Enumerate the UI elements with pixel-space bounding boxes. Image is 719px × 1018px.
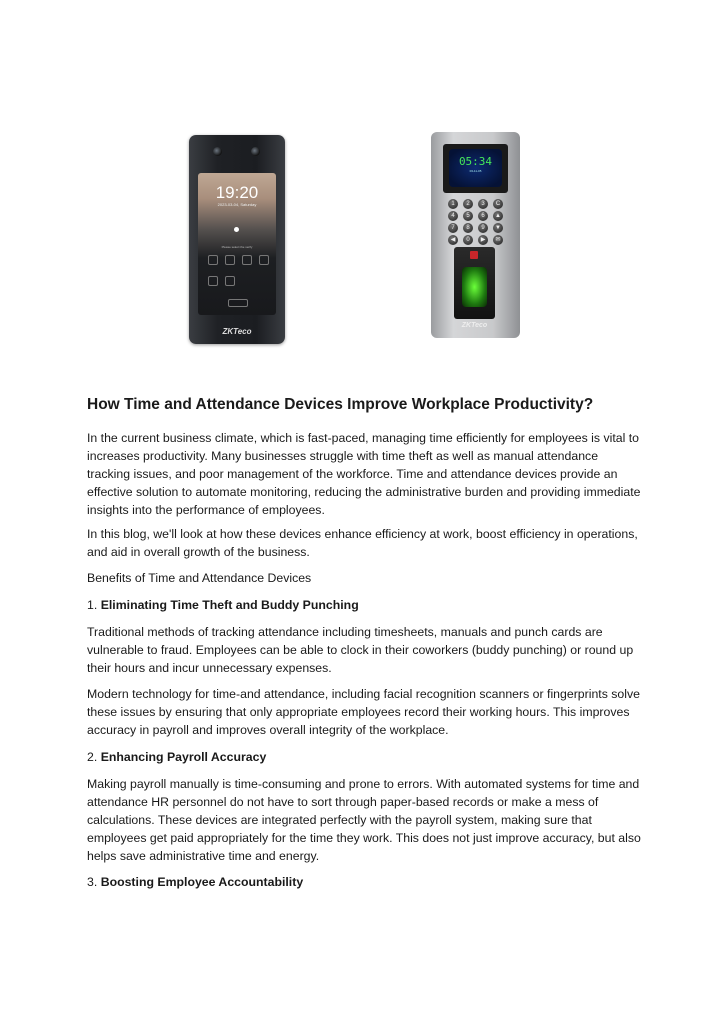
zkteco-logo: ZKTeco — [222, 327, 252, 336]
intro-paragraph: In the current business climate, which is fast-paced, managing time efficiently for employees is vital to increases productivity. Many businesses struggle with time theft as well as manual attendance tracking issues, and poor management of the workforce. Time and attendance devices provide an effective solution to automate monitoring, reducing the administrative burden and providing immediate insights into the performance of employees. — [87, 431, 641, 517]
section-1-paragraph-2: Modern technology for time-and attendance, including facial recognition scanners or fingerprints solve these issues by ensuring that only appropriate employees record their working hours. This improves accuracy in payroll and improves overall integrity of the workplace. — [87, 687, 640, 737]
ok-button-icon — [228, 299, 248, 307]
fingerprint-glow — [462, 267, 487, 307]
terminal-date: 2023-03-04, Saturday — [217, 202, 257, 207]
device-images — [0, 130, 719, 350]
keypad-key: 8 — [463, 223, 473, 233]
section-heading-2 — [87, 748, 642, 766]
keypad-key: C — [493, 199, 503, 209]
keypad-key: ▶ — [478, 235, 488, 245]
terminal-time: 19:20 — [215, 183, 259, 202]
menu-icon — [225, 255, 235, 265]
menu-icon — [225, 276, 235, 286]
section-number: 2. — [87, 750, 101, 764]
keypad-key: 5 — [463, 211, 473, 221]
menu-icon — [242, 255, 252, 265]
lcd-date: 03-11-05 — [469, 169, 482, 173]
section-heading-1 — [87, 596, 642, 614]
camera-icon — [251, 147, 260, 156]
lcd-frame — [443, 144, 508, 193]
terminal-screen — [198, 173, 276, 315]
fingerprint-terminal-image — [431, 132, 520, 338]
fingerprint-sensor — [454, 247, 495, 319]
menu-icon — [208, 255, 218, 265]
section-title: Eliminating Time Theft and Buddy Punching — [100, 598, 359, 612]
camera-icon — [213, 147, 222, 156]
face-indicator-icon — [234, 227, 239, 232]
section-number: 1. — [87, 598, 101, 612]
keypad-key: 9 — [478, 223, 488, 233]
lock-icon — [470, 251, 478, 259]
keypad-key: ✉ — [493, 235, 503, 245]
section-2-paragraph-1: Making payroll manually is time-consuming and prone to errors. With automated systems for time and attendance HR personnel do not have to sort through paper-based records or make a mess of calculations. These devices are integrated perfectly with the payroll system, making sure that employees get paid appropriately for the time they work. This does not just improve accuracy, but also helps save administrative time and energy. — [87, 777, 641, 863]
keypad-key: ◀ — [448, 235, 458, 245]
face-recognition-terminal-image — [189, 135, 285, 344]
keypad-key: ▲ — [493, 211, 503, 221]
intro-paragraph-2: In this blog, we'll look at how these devices enhance efficiency at work, boost efficiency in operations, and aid in overall growth of the business. — [87, 527, 638, 559]
section-1-paragraph-1: Traditional methods of tracking attendance including timesheets, manuals and punch cards are vulnerable to fraud. Employees can be able to clock in their coworkers (buddy punching) or round up their hours and incur unnecessary expenses. — [87, 625, 634, 675]
menu-icon — [208, 276, 218, 286]
keypad-key: 4 — [448, 211, 458, 221]
section-title: Boosting Employee Accountability — [100, 875, 304, 889]
keypad-key: 0 — [463, 235, 473, 245]
menu-icon — [259, 255, 269, 265]
keypad-key: ▼ — [493, 223, 503, 233]
keypad-key: 1 — [448, 199, 458, 209]
article-heading: How Time and Attendance Devices Improve Workplace Productivity? — [87, 396, 594, 413]
keypad-key: 7 — [448, 223, 458, 233]
keypad-key: 2 — [463, 199, 473, 209]
section-title: Enhancing Payroll Accuracy — [100, 750, 267, 764]
section-heading-3 — [87, 873, 642, 891]
keypad-key: 6 — [478, 211, 488, 221]
lcd-display — [449, 149, 502, 187]
section-number: 3. — [87, 875, 101, 889]
lcd-time: 05:34 — [458, 155, 493, 168]
verify-prompt: Please select the verify — [221, 245, 253, 249]
keypad-key: 3 — [478, 199, 488, 209]
benefits-title: Benefits of Time and Attendance Devices — [87, 571, 312, 585]
zkteco-logo: ZKTeco — [461, 322, 488, 329]
